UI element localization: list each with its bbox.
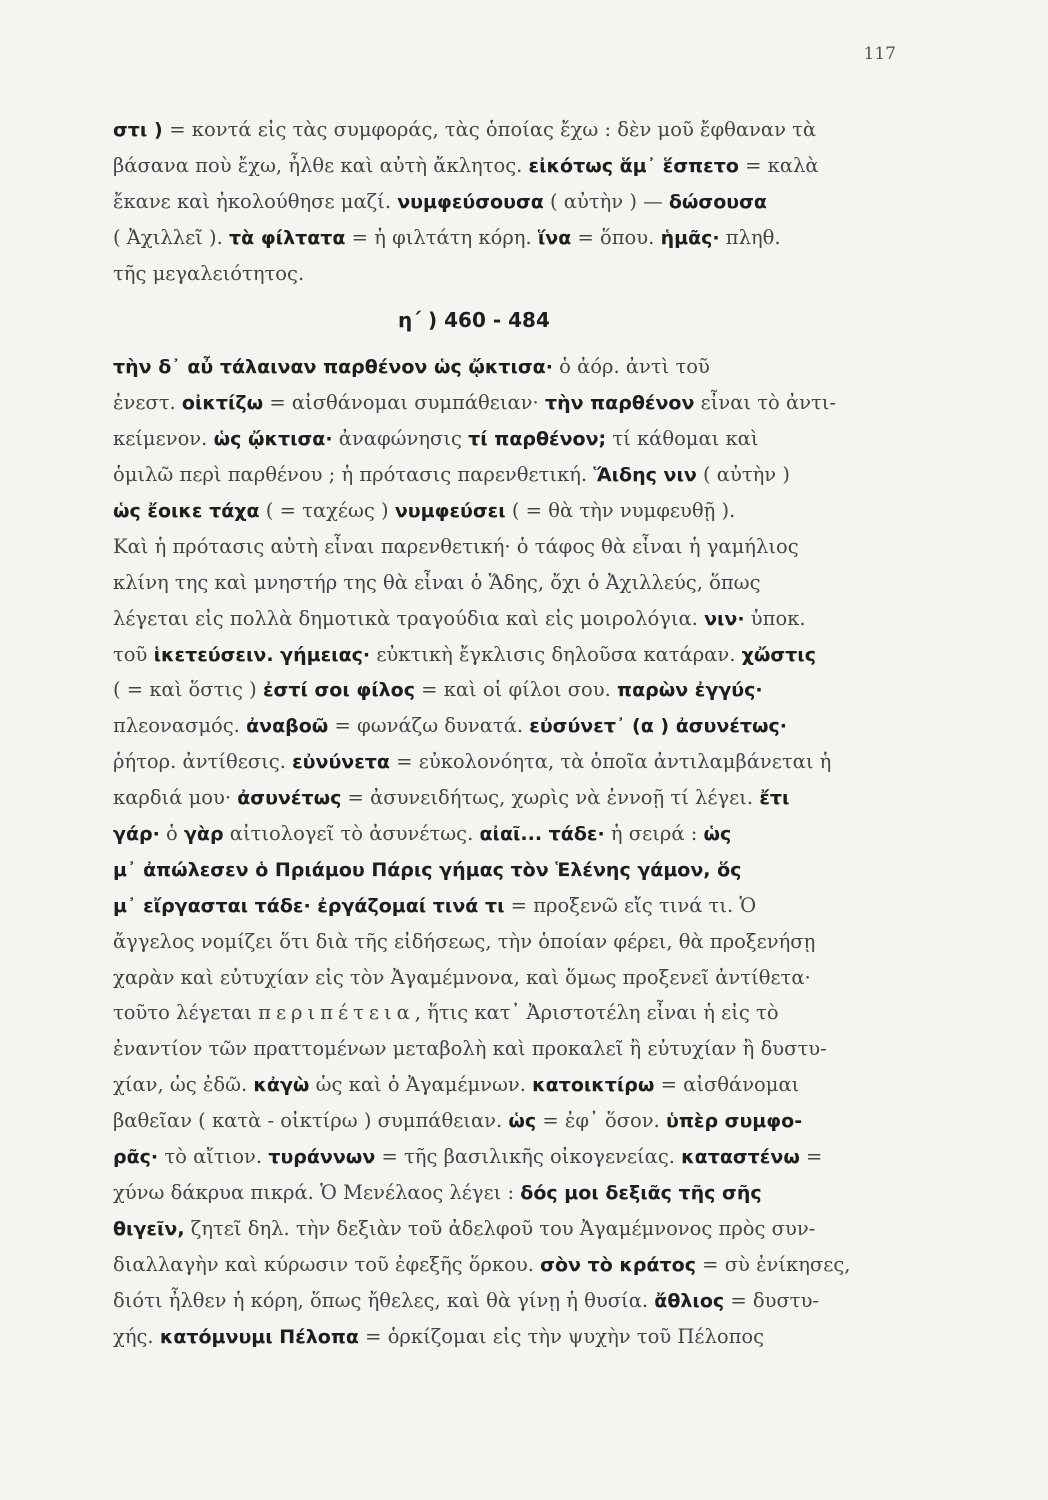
gloss-text: τοῦτο λέγεται: [113, 1001, 259, 1025]
gloss-text: αἰτιολογεῖ τὸ ἀσυνέτως.: [223, 822, 480, 846]
gloss-text: = τῆς βασιλικῆς οἰκογενείας.: [375, 1145, 682, 1169]
gloss-text: = ὅπου.: [571, 225, 661, 249]
text-line: [113, 457, 913, 493]
text-line: [113, 1067, 913, 1103]
gloss-text: = προξενῶ εἴς τινά τι. Ὁ: [504, 893, 757, 917]
gloss-text: χαρὰν καὶ εὐτυχίαν εἰς τὸν Ἀγαμέμνονα, καὶ ὅμως προξενεῖ ἀντίθετα·: [113, 965, 811, 989]
lemma-term: αἰαῖ... τάδε·: [479, 823, 605, 846]
gloss-text: = αἰσθάνομαι: [654, 1073, 800, 1097]
lemma-term: ὡς ᾤκτισα·: [213, 428, 333, 451]
lemma-term: μ᾿ ἀπώλεσεν ὁ Πριάμου Πάρις γήμας τὸν Ἑλένης γάμον, ὅς: [113, 858, 742, 881]
gloss-text: = εὐκολονόητα, τὰ ὁποῖα ἀντιλαμβάνεται ἡ: [390, 750, 832, 774]
lemma-term: γάρ·: [113, 823, 160, 846]
gloss-text: βαθεῖαν ( κατὰ - οἰκτίρω ) συμπάθειαν.: [113, 1109, 509, 1133]
text-line: [113, 1175, 913, 1211]
gloss-text: ἐναντίον τῶν πραττομένων μεταβολὴ καὶ προκαλεῖ ἢ εὐτυχίαν ἢ δυστυ-: [113, 1037, 827, 1061]
lemma-term: μ᾿ εἴργασται τάδε· ἐργάζομαί τινά τι: [113, 894, 505, 917]
section-heading: η΄ ) 460 - 484: [398, 308, 550, 333]
gloss-text: εὐκτικὴ ἔγκλισις δηλοῦσα κατάραν.: [370, 642, 742, 666]
gloss-text: τί κάθομαι καὶ: [606, 427, 759, 451]
text-line: [113, 1319, 913, 1355]
lemma-term: στι ): [113, 119, 170, 141]
gloss-text: διαλλαγὴν καὶ κύρωσιν τοῦ ἐφεξῆς ὅρκου.: [113, 1252, 541, 1276]
gloss-text: κλίνη της καὶ μνηστήρ της θὰ εἶναι ὁ Ἅδης, ὄχι ὁ Ἀχιλλεύς, ὅπως: [113, 570, 761, 594]
gloss-text: ὁ: [159, 822, 184, 846]
lemma-term: εὐνύνετα: [292, 751, 390, 774]
text-line: [113, 1031, 913, 1067]
lemma-term: ὑπὲρ συμφο-: [666, 1110, 803, 1133]
gloss-text: ( Ἀχιλλεῖ ).: [113, 225, 230, 249]
page-number: 117: [863, 44, 896, 64]
gloss-text: ζητεῖ δηλ. τὴν δεξιὰν τοῦ ἀδελφοῦ του Ἀγαμέμνονος πρὸς συν-: [184, 1216, 816, 1240]
text-line: [113, 148, 913, 184]
text-line: [113, 184, 913, 220]
lemma-term: ἄθλιος: [654, 1289, 725, 1312]
gloss-text: = αἰσθάνομαι συμπάθειαν·: [263, 391, 545, 415]
gloss-text: τῆς μεγαλειότητος.: [113, 261, 305, 285]
gloss-text: ῥήτορ. ἀντίθεσις.: [113, 750, 293, 774]
gloss-text: καρδιά μου·: [113, 786, 238, 810]
lemma-term: ἡμᾶς·: [660, 226, 720, 249]
gloss-text: , ἥτις κατ᾿ Ἀριστοτέλη εἶναι ἡ εἰς τὸ: [414, 1001, 779, 1025]
gloss-text: ἡ σειρά :: [604, 822, 704, 846]
gloss-text: ἔκανε καὶ ἠκολούθησε μαζί.: [113, 189, 398, 213]
lemma-term: εὐσύνετ᾿ (α ) ἀσυνέτως·: [529, 715, 788, 738]
gloss-text: πλεονασμός.: [113, 714, 247, 738]
text-line: [113, 1211, 913, 1247]
gloss-text: ὁμιλῶ περὶ παρθένου ; ἡ πρότασις παρενθετική.: [113, 463, 594, 487]
lemma-term: ἀναβοῶ: [246, 715, 329, 738]
gloss-text: διότι ἦλθεν ἡ κόρη, ὅπως ἤθελες, καὶ θὰ γίνῃ ἡ θυσία.: [113, 1288, 655, 1312]
lemma-term: τυράννων: [268, 1146, 376, 1169]
lemma-term: ἀσυνέτως: [237, 787, 342, 810]
gloss-text: ὑποκ.: [744, 606, 806, 630]
lemma-term: τί παρθένον;: [468, 428, 607, 451]
text-line: [113, 816, 913, 852]
lemma-term: χὤστις: [741, 643, 816, 666]
text-line: [113, 852, 913, 888]
gloss-text: = ὁρκίζομαι εἰς τὴν ψυχὴν τοῦ Πέλοπος: [358, 1324, 765, 1348]
lemma-term: νυμφεύσει: [394, 500, 506, 523]
gloss-text: ὡς καὶ ὁ Ἀγαμέμνων.: [309, 1073, 533, 1097]
text-line: [113, 1283, 913, 1319]
lemma-term: νιν·: [704, 607, 745, 630]
gloss-text: τὸ αἴτιον.: [158, 1145, 269, 1169]
gloss-text: = ἀσυνειδήτως, χωρὶς νὰ ἐννοῇ τί λέγει.: [341, 786, 760, 810]
lemma-term: θιγεῖν,: [113, 1217, 185, 1240]
text-line: [113, 995, 913, 1031]
gloss-text: ἄγγελος νομίζει ὅτι διὰ τῆς εἰδήσεως, τὴν ὁποίαν φέρει, θὰ προξενήσῃ: [113, 929, 816, 953]
lemma-term: Ἅιδης νιν: [593, 464, 697, 487]
text-line: [113, 493, 913, 529]
text-line: [113, 672, 913, 708]
gloss-text: ἀναφώνησις: [332, 427, 469, 451]
lemma-term: κατόμνυμι Πέλοπα: [159, 1325, 359, 1348]
lemma-term: ἔτι: [759, 787, 790, 810]
gloss-text: = δυστυ-: [724, 1288, 820, 1312]
text-line: [113, 888, 913, 924]
text-line: [113, 924, 913, 960]
paragraph-top: [113, 112, 913, 291]
lemma-term: ρᾶς·: [113, 1146, 159, 1169]
gloss-text: χίαν, ὡς ἐδῶ.: [113, 1073, 254, 1097]
gloss-text: χής.: [113, 1324, 160, 1348]
gloss-text: ( αὐτὴν ) —: [543, 189, 669, 213]
lemma-term: κατοικτίρω: [532, 1074, 655, 1097]
gloss-text: βάσανα ποὺ ἔχω, ἦλθε καὶ αὐτὴ ἄκλητος.: [113, 153, 529, 177]
gloss-text: = σὺ ἐνίκησες,: [695, 1252, 851, 1276]
gloss-text: Καὶ ἡ πρότασις αὐτὴ εἶναι παρενθετική· ὁ τάφος θὰ εἶναι ἡ γαμήλιος: [113, 534, 799, 558]
gloss-text: = κοντά εἰς τὰς συμφοράς, τὰς ὁποίας ἔχω : δὲν μοῦ ἔφθαναν τὰ: [169, 118, 817, 141]
text-line: [113, 1139, 913, 1175]
lemma-term: δός μοι δεξιᾶς τῆς σῆς: [520, 1181, 762, 1204]
gloss-text: εἶναι τὸ ἀντι-: [694, 391, 836, 415]
text-line: [113, 256, 913, 292]
gloss-text: λέγεται εἰς πολλὰ δημοτικὰ τραγούδια καὶ εἰς μοιρολόγια.: [113, 606, 705, 630]
text-line: [113, 708, 913, 744]
lemma-term: εἰκότως ἅμ᾿ ἕσπετο: [528, 154, 739, 177]
lemma-term: ὡς: [508, 1110, 537, 1133]
commentary-text: [113, 112, 913, 1354]
lemma-term: καταστένω: [681, 1146, 800, 1169]
lemma-term: ὡς ἔοικε τάχα: [113, 500, 260, 523]
text-line: [113, 349, 913, 385]
gloss-text: = φωνάζω δυνατά.: [328, 714, 530, 738]
lemma-term: σὸν τὸ κράτος: [540, 1253, 696, 1276]
gloss-text: ἐνεστ.: [113, 391, 182, 415]
lemma-term: ὡς: [703, 823, 732, 846]
text-line: [113, 637, 913, 673]
text-line: [113, 112, 913, 148]
gloss-text: = ἐφ᾿ ὅσον.: [536, 1109, 667, 1133]
gloss-text: ὁ ἀόρ. ἀντὶ τοῦ: [552, 355, 710, 379]
text-line: [113, 1247, 913, 1283]
text-line: [113, 385, 913, 421]
gloss-text: ( = καὶ ὅστις ): [113, 678, 263, 702]
text-line: [113, 529, 913, 565]
text-line: [113, 565, 913, 601]
paragraph-main: [113, 349, 913, 1354]
lemma-term: τὰ φίλτατα: [229, 226, 346, 249]
lemma-term: τὴν παρθένον: [544, 392, 695, 415]
gloss-text: ( αὐτὴν ): [696, 463, 790, 487]
gloss-text: =: [799, 1145, 823, 1169]
gloss-text: χύνω δάκρυα πικρά. Ὁ Μενέλαος λέγει :: [113, 1180, 521, 1204]
text-line: [113, 220, 913, 256]
gloss-text: κείμενον.: [113, 427, 214, 451]
lemma-term: κἀγὼ: [253, 1074, 310, 1097]
lemma-term: ἱκετεύσειν. γήμειας·: [153, 643, 371, 666]
gloss-text: περιπέτεια: [258, 1001, 415, 1025]
text-line: [113, 601, 913, 637]
text-line: [113, 421, 913, 457]
gloss-text: = καὶ οἱ φίλοι σου.: [414, 678, 618, 702]
lemma-term: οἰκτίζω: [181, 392, 264, 415]
text-line: [113, 744, 913, 780]
text-line: [113, 960, 913, 996]
gloss-text: = καλὰ: [738, 153, 819, 177]
gloss-text: πληθ.: [719, 225, 781, 249]
text-line: [113, 1103, 913, 1139]
gloss-text: τοῦ: [113, 642, 154, 666]
text-line: [113, 780, 913, 816]
lemma-term: ἐστί σοι φίλος: [262, 679, 415, 702]
gloss-text: ( = θὰ τὴν νυμφευθῇ ).: [505, 499, 736, 523]
lemma-term: νυμφεύσουσα: [397, 190, 544, 213]
gloss-text: = ἡ φιλτάτη κόρη.: [345, 225, 538, 249]
lemma-term: ἵνα: [537, 226, 572, 249]
lemma-term: παρὼν ἐγγύς·: [617, 679, 763, 702]
lemma-term: τὴν δ᾿ αὖ τάλαιναν παρθένον ὡς ᾤκτισα·: [113, 356, 553, 379]
gloss-text: ( = ταχέως ): [259, 499, 395, 523]
lemma-term: γὰρ: [183, 823, 224, 846]
lemma-term: δώσουσα: [668, 190, 767, 213]
